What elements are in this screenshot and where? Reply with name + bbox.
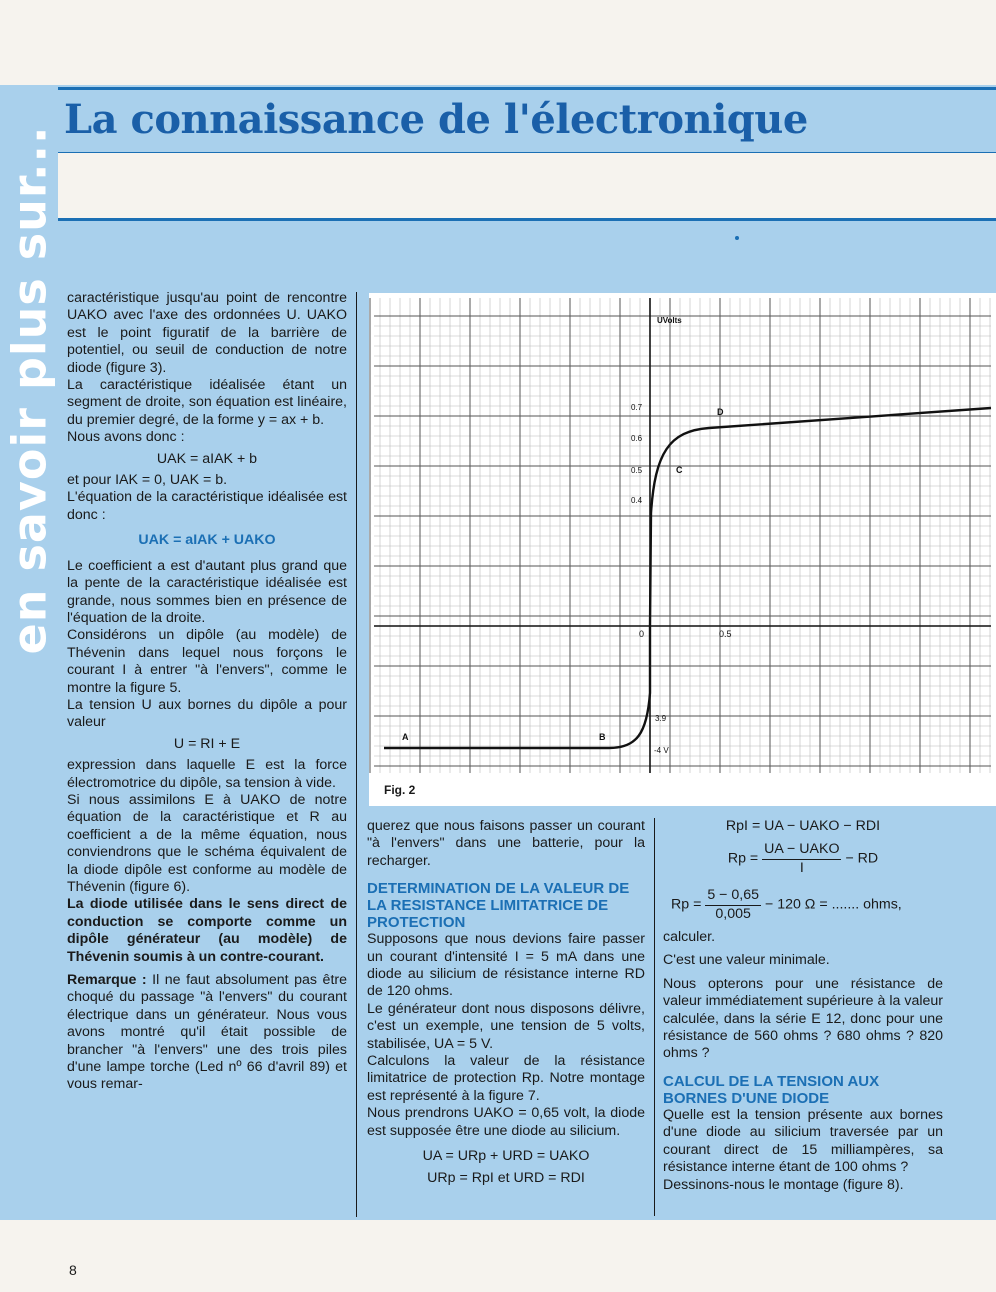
eq-right: − 120 Ω = ....... ohms, bbox=[764, 896, 902, 913]
side-title bbox=[2, 90, 56, 690]
tick-label: 0 bbox=[639, 629, 645, 639]
col1-bold-paragraph: La diode utilisée dans le sens direct de conduction se comporte comme un dipôle générateur (au modèle) de Thévenin soumis à un contre-courant. bbox=[67, 896, 347, 965]
page-number: 8 bbox=[69, 1262, 77, 1278]
figure-2 bbox=[369, 293, 996, 806]
numerator: UA − UAKO bbox=[762, 841, 841, 859]
point-label: A bbox=[402, 732, 409, 742]
remark-label: Remarque : bbox=[67, 972, 147, 989]
title-box bbox=[58, 87, 996, 155]
highlight-equation: UAK = aIAK + UAKO bbox=[138, 532, 276, 549]
col3-paragraph: C'est une valeur minimale. bbox=[663, 952, 830, 969]
col1-paragraph: caractéristique jusqu'au point de rencontre UAKO avec l'axe des ordonnées U. UAKO est le point figuratif de la barrière de potentiel, ou seuil de conduction de notre diode (figure 3). bbox=[67, 290, 347, 376]
column-3 bbox=[663, 818, 943, 1194]
denominator: I bbox=[799, 859, 804, 876]
column-rule bbox=[356, 292, 357, 1217]
tick-label: 0.4 bbox=[631, 496, 643, 505]
col2-paragraph: Nous prendrons UAKO = 0,65 volt, la diode est supposée être une diode au silicium. bbox=[367, 1105, 645, 1139]
denominator: 0,005 bbox=[715, 905, 751, 922]
tick-label: 3.9 bbox=[655, 714, 667, 723]
tick-label: 0.5 bbox=[631, 466, 643, 475]
point-label: C bbox=[676, 465, 683, 475]
col2-paragraph: Supposons que nous devions faire passer un courant d'intensité I = 5 mA dans une diode au silicium de résistance interne RD de 120 ohms. bbox=[367, 931, 645, 1000]
title-panel bbox=[58, 153, 996, 221]
side-title-text: en savoir plus sur... bbox=[2, 125, 56, 655]
col1-paragraph: La tension U aux bornes du dipôle a pour valeur bbox=[67, 696, 347, 731]
col1-paragraph: L'équation de la caractéristique idéalisée est donc : bbox=[67, 489, 347, 523]
figure-caption: Fig. 2 bbox=[384, 783, 416, 797]
section-heading: CALCUL DE LA TENSION AUX BORNES D'UNE DIODE bbox=[663, 1072, 880, 1107]
point-label: B bbox=[599, 732, 606, 742]
eq-left: Rp = bbox=[671, 896, 702, 913]
equation: UAK = aIAK + b bbox=[156, 450, 258, 467]
column-rule bbox=[654, 818, 655, 1216]
col1-paragraph: expression dans laquelle E est la force électromotrice du dipôle, sa tension à vide. bbox=[67, 757, 347, 791]
equation: URp = RpI et URD = RDI bbox=[427, 1169, 585, 1186]
col1-paragraph: La caractéristique idéalisée étant un segment de droite, son équation est linéaire, du premier degré, de la forme y = ax + b. bbox=[67, 377, 347, 428]
col3-paragraph: calculer. bbox=[663, 929, 716, 946]
col2-paragraph: Calculons la valeur de la résistance limitatrice de protection Rp. Notre montage est représenté à la figure 7. bbox=[367, 1053, 645, 1104]
tick-label: 0.5 bbox=[719, 629, 732, 639]
numerator: 5 − 0,65 bbox=[705, 887, 761, 905]
tick-label: 0.7 bbox=[631, 403, 643, 412]
col3-paragraph: Dessinons-nous le montage (figure 8). bbox=[663, 1176, 904, 1193]
equation: UA = URp + URD = UAKO bbox=[422, 1148, 590, 1165]
col3-paragraph: Quelle est la tension présente aux bornes d'une diode au silicium traversée par un courant direct de 15 milliampères, sa résistance interne étant de 100 ohms ? bbox=[663, 1106, 943, 1176]
col1-paragraph: Le coefficient a est d'autant plus grand que la pente de la caractéristique idéalisée est grande, nous sommes bien en présence de l'équation de la droite. bbox=[67, 557, 347, 626]
tick-label: 0.6 bbox=[631, 434, 643, 443]
fraction-equation bbox=[671, 887, 943, 923]
eq-right: − RD bbox=[845, 851, 879, 868]
remark-paragraph bbox=[67, 972, 347, 1094]
section-heading: DETERMINATION DE LA VALEUR DE LA RESISTANCE LIMITATRICE DE PROTECTION bbox=[367, 880, 630, 932]
col3-paragraph: Nous opterons pour une résistance de valeur immédiatement supérieure à la valeur calculée, dans la série E 12, donc pour une résistance de 560 ohms ? 680 ohms ? 820 ohms ? bbox=[663, 975, 943, 1062]
col1-paragraph: et pour IAK = 0, UAK = b. bbox=[67, 472, 228, 489]
column-1 bbox=[67, 290, 347, 1094]
col2-paragraph: Le générateur dont nous disposons délivre, c'est un exemple, une tension de 5 volts, stabilisée, UA = 5 V. bbox=[367, 1000, 645, 1052]
remark-text: Il ne faut absolument pas être choqué du passage "à l'envers" du courant électrique dans un générateur. Nous vous avons montré qu'il était possible de brancher "à l'envers" une des trois piles d'une lampe torche (Led nº 66 d'avril 89) et vous remar- bbox=[67, 972, 347, 1093]
col1-paragraph: Nous avons donc : bbox=[67, 429, 185, 446]
page-title: La connaissance de l'électronique bbox=[64, 96, 808, 143]
decorative-dot bbox=[735, 236, 739, 240]
point-label: D bbox=[717, 407, 724, 417]
axis-label: UVolts bbox=[657, 316, 682, 325]
eq-left: Rp = bbox=[727, 851, 759, 868]
diode-characteristic-graph bbox=[369, 293, 996, 806]
col1-paragraph: Si nous assimilons E à UAKO de notre équation de la caractéristique et R au coefficient a de la même équation, nous conviendrons que le schéma équivalent de la diode dipôle est conforme au modèle de Thévenin (figure 6). bbox=[67, 791, 347, 895]
fraction bbox=[762, 841, 841, 877]
col2-paragraph: querez que nous faisons passer un courant "à l'envers" dans une batterie, pour la recharger. bbox=[367, 818, 645, 869]
fraction bbox=[705, 887, 761, 923]
column-2 bbox=[367, 818, 645, 1191]
tick-label: -4 V bbox=[654, 746, 669, 755]
fraction-equation bbox=[663, 841, 943, 877]
equation: U = RI + E bbox=[173, 735, 241, 752]
equation: RpI = UA − UAKO − RDI bbox=[725, 818, 881, 834]
col1-paragraph: Considérons un dipôle (au modèle) de Thévenin dans lequel nous forçons le courant I à entrer "à l'envers", comme le montre la figure 5. bbox=[67, 627, 347, 696]
